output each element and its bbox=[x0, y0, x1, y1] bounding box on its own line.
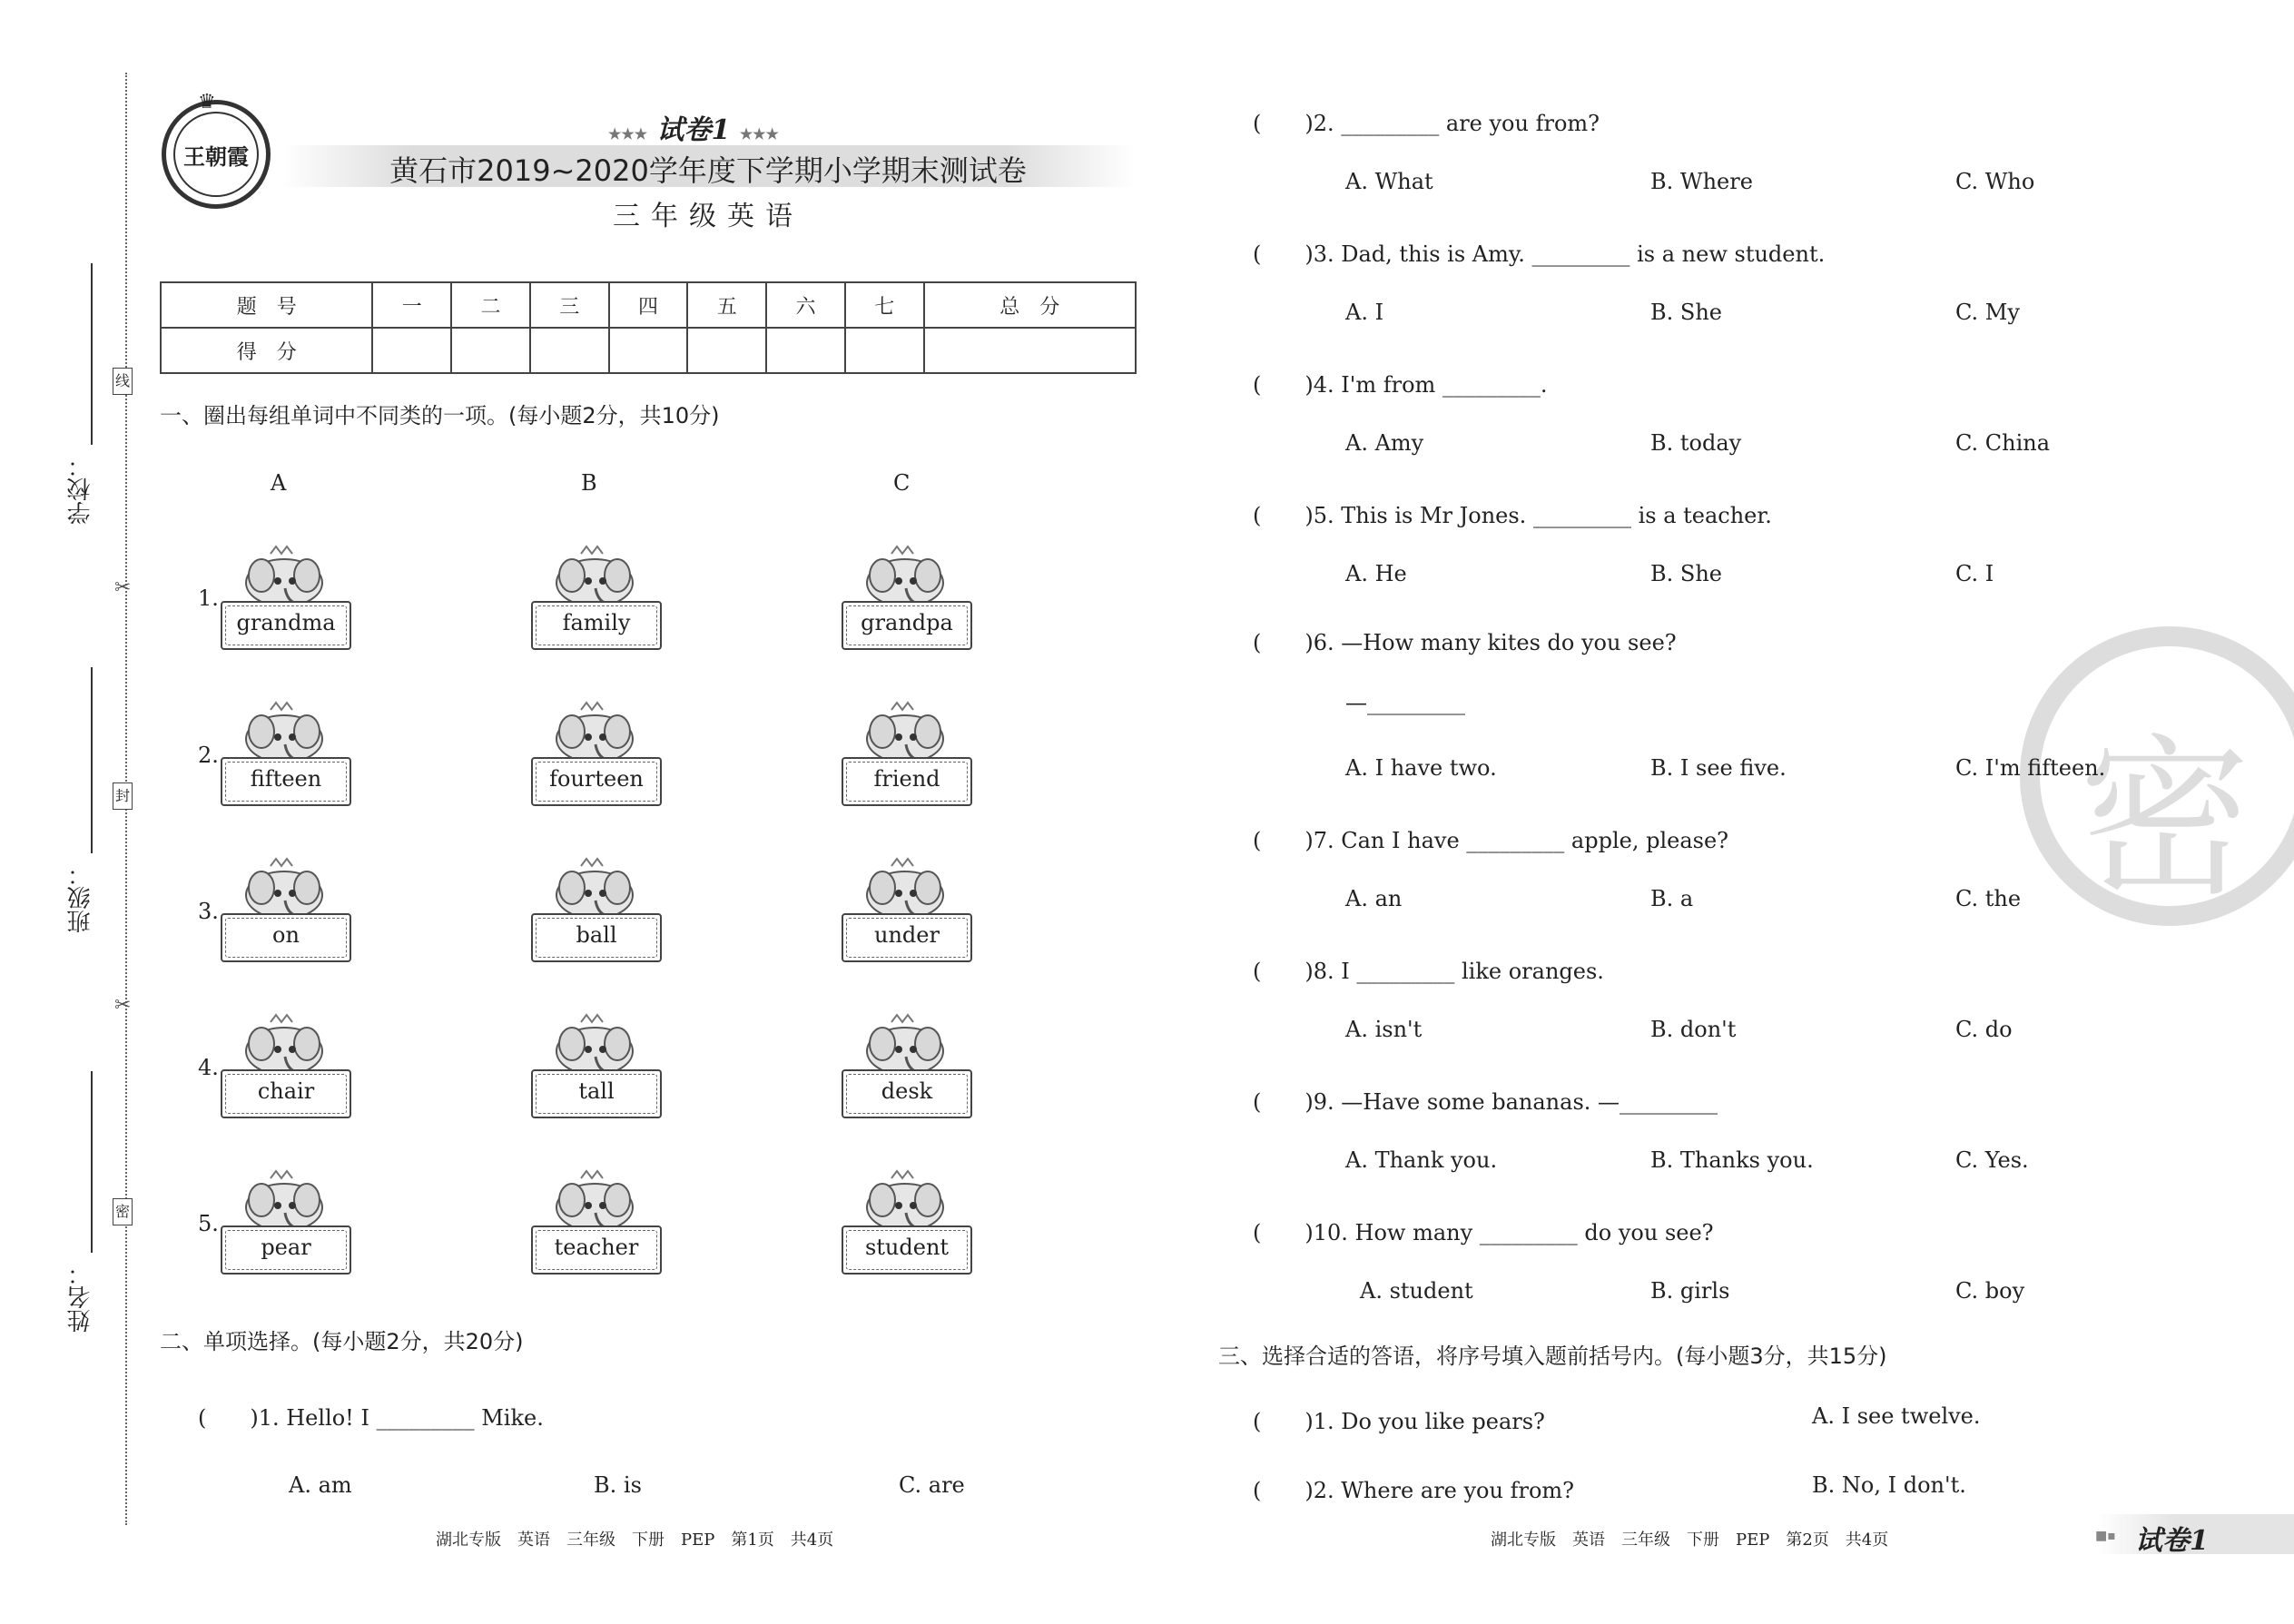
option-b[interactable]: B. is bbox=[594, 1472, 642, 1498]
option-b[interactable]: B. girls bbox=[1650, 1278, 1730, 1304]
elephant-icon bbox=[234, 857, 334, 920]
name-label: 姓名： bbox=[67, 1262, 94, 1333]
question-stem: ( )9. —Have some bananas. —_________ bbox=[1253, 1089, 1718, 1115]
seal-mark-secret: 密 bbox=[113, 1198, 133, 1225]
word-option[interactable]: chair bbox=[221, 1069, 351, 1118]
tag-squares-icon: ■▪ bbox=[2095, 1529, 2116, 1543]
option-b[interactable]: B. don't bbox=[1650, 1017, 1737, 1042]
school-label: 学校： bbox=[67, 454, 94, 525]
question-stem: ( )4. I'm from _________. bbox=[1253, 372, 1548, 398]
class-label: 班级： bbox=[67, 862, 94, 933]
row-number: 2. bbox=[198, 743, 219, 768]
score-input-cell[interactable] bbox=[372, 328, 451, 373]
score-cell: 得 分 bbox=[161, 328, 372, 373]
answer-option[interactable]: B. No, I don't. bbox=[1812, 1472, 1966, 1498]
option-a[interactable]: A. I have two. bbox=[1345, 755, 1497, 781]
option-c[interactable]: C. are bbox=[899, 1472, 965, 1498]
answer-blank[interactable]: —_________ bbox=[1345, 690, 1465, 715]
option-b[interactable]: B. Where bbox=[1650, 169, 1753, 194]
option-b[interactable]: B. a bbox=[1650, 886, 1694, 911]
score-table-header-row bbox=[161, 282, 1136, 328]
question-stem: ( )1. Hello! I _________ Mike. bbox=[198, 1405, 544, 1431]
word-option[interactable]: grandma bbox=[221, 601, 351, 650]
option-b[interactable]: B. Thanks you. bbox=[1650, 1147, 1814, 1173]
elephant-icon bbox=[545, 1169, 645, 1233]
option-c[interactable]: C. Yes. bbox=[1955, 1147, 2029, 1173]
score-input-cell[interactable] bbox=[451, 328, 530, 373]
option-a[interactable]: A. He bbox=[1345, 561, 1407, 586]
elephant-icon bbox=[855, 857, 955, 920]
word-option[interactable]: fourteen bbox=[531, 757, 662, 806]
elephant-icon bbox=[234, 1013, 334, 1077]
word-option[interactable]: student bbox=[842, 1225, 972, 1275]
secret-stamp-char: 密 bbox=[2079, 719, 2252, 920]
word-option[interactable]: on bbox=[221, 913, 351, 962]
scissor-icon: ✂ bbox=[114, 994, 132, 1017]
score-input-cell[interactable] bbox=[924, 328, 1136, 373]
answer-option[interactable]: A. I see twelve. bbox=[1812, 1403, 1981, 1429]
option-c[interactable]: C. I'm fifteen. bbox=[1955, 755, 2106, 781]
option-a[interactable]: A. student bbox=[1360, 1278, 1473, 1304]
page-subtitle: 三年级英语 bbox=[613, 201, 803, 232]
row-number: 4. bbox=[198, 1055, 219, 1080]
footer-left: 湖北专版 英语 三年级 下册 PEP 第1页 共4页 bbox=[436, 1530, 834, 1550]
word-option[interactable]: teacher bbox=[531, 1225, 662, 1275]
option-c[interactable]: C. I bbox=[1955, 561, 1994, 586]
row-number: 3. bbox=[198, 899, 219, 924]
option-c[interactable]: C. My bbox=[1955, 300, 2020, 325]
word-option[interactable]: desk bbox=[842, 1069, 972, 1118]
word-option[interactable]: ball bbox=[531, 913, 662, 962]
elephant-icon bbox=[545, 701, 645, 764]
option-b[interactable]: B. She bbox=[1650, 561, 1722, 586]
scissor-icon: ✂ bbox=[114, 576, 132, 599]
option-a[interactable]: A. an bbox=[1345, 886, 1403, 911]
badge-text: 试卷1 bbox=[656, 114, 731, 146]
row-number: 5. bbox=[198, 1211, 219, 1236]
logo bbox=[162, 100, 271, 209]
badge-stars-right: ★★★ bbox=[739, 125, 779, 143]
score-table bbox=[160, 281, 1137, 374]
score-cell: 一 bbox=[372, 282, 451, 328]
score-cell: 三 bbox=[530, 282, 609, 328]
elephant-icon bbox=[234, 701, 334, 764]
logo-text: 王朝霞 bbox=[183, 143, 249, 170]
option-b[interactable]: B. today bbox=[1650, 430, 1742, 456]
school-field-line[interactable] bbox=[91, 263, 93, 445]
option-a[interactable]: A. I bbox=[1345, 300, 1384, 325]
score-input-cell[interactable] bbox=[609, 328, 688, 373]
option-b[interactable]: B. She bbox=[1650, 300, 1722, 325]
word-option[interactable]: tall bbox=[531, 1069, 662, 1118]
badge-stars-left: ★★★ bbox=[608, 125, 648, 143]
column-label-c: C bbox=[893, 470, 911, 496]
question-stem: ( )3. Dad, this is Amy. _________ is a new student. bbox=[1253, 241, 1826, 267]
option-a[interactable]: A. am bbox=[289, 1472, 352, 1498]
word-option[interactable]: friend bbox=[842, 757, 972, 806]
score-cell: 七 bbox=[845, 282, 924, 328]
crown-icon: ♛ bbox=[198, 91, 216, 113]
question-stem: ( )8. I _________ like oranges. bbox=[1253, 959, 1604, 984]
seal-mark-seal: 封 bbox=[113, 782, 133, 810]
question-stem: ( )2. _________ are you from? bbox=[1253, 111, 1600, 136]
score-cell: 题 号 bbox=[161, 282, 372, 328]
score-table-score-row bbox=[161, 328, 1136, 373]
option-c[interactable]: C. China bbox=[1955, 430, 2051, 456]
score-cell: 二 bbox=[451, 282, 530, 328]
word-option[interactable]: family bbox=[531, 601, 662, 650]
option-b[interactable]: B. I see five. bbox=[1650, 755, 1787, 781]
word-option[interactable]: fifteen bbox=[221, 757, 351, 806]
elephant-icon bbox=[545, 545, 645, 608]
option-a[interactable]: A. What bbox=[1345, 169, 1433, 194]
elephant-icon bbox=[234, 545, 334, 608]
option-a[interactable]: A. Amy bbox=[1345, 430, 1424, 456]
question-stem: ( )6. —How many kites do you see? bbox=[1253, 630, 1677, 655]
name-field-line[interactable] bbox=[91, 1071, 93, 1253]
question-stem: ( )2. Where are you from? bbox=[1253, 1478, 1575, 1503]
question-stem: ( )10. How many _________ do you see? bbox=[1253, 1220, 1714, 1245]
score-cell: 六 bbox=[766, 282, 845, 328]
section3-heading: 三、选择合适的答语，将序号填入题前括号内。(每小题3分，共15分) bbox=[1218, 1343, 1887, 1369]
row-number: 1. bbox=[198, 586, 219, 611]
option-c[interactable]: C. Who bbox=[1955, 169, 2035, 194]
seal-mark-line: 线 bbox=[113, 368, 133, 395]
elephant-icon bbox=[855, 1169, 955, 1233]
elephant-icon bbox=[234, 1169, 334, 1233]
class-field-line[interactable] bbox=[91, 667, 93, 853]
elephant-icon bbox=[545, 857, 645, 920]
word-option[interactable]: grandpa bbox=[842, 601, 972, 650]
page-title: 黄石市2019~2020学年度下学期小学期末测试卷 bbox=[389, 153, 1027, 188]
footer-tag: 试卷1 bbox=[2135, 1525, 2209, 1557]
option-a[interactable]: A. Thank you. bbox=[1345, 1147, 1498, 1173]
score-input-cell[interactable] bbox=[530, 328, 609, 373]
section2-heading: 二、单项选择。(每小题2分，共20分) bbox=[160, 1329, 524, 1354]
option-c[interactable]: C. boy bbox=[1955, 1278, 2025, 1304]
word-option[interactable]: under bbox=[842, 913, 972, 962]
column-label-b: B bbox=[581, 470, 597, 496]
option-c[interactable]: C. the bbox=[1955, 886, 2022, 911]
question-stem: ( )5. This is Mr Jones. _________ is a teacher. bbox=[1253, 503, 1772, 528]
question-stem: ( )1. Do you like pears? bbox=[1253, 1409, 1545, 1434]
elephant-icon bbox=[855, 545, 955, 608]
section1-heading: 一、圈出每组单词中不同类的一项。(每小题2分，共10分) bbox=[160, 403, 720, 428]
word-option[interactable]: pear bbox=[221, 1225, 351, 1275]
question-stem: ( )7. Can I have _________ apple, please? bbox=[1253, 828, 1729, 853]
score-cell: 总 分 bbox=[924, 282, 1136, 328]
elephant-icon bbox=[545, 1013, 645, 1077]
option-a[interactable]: A. isn't bbox=[1345, 1017, 1423, 1042]
score-input-cell[interactable] bbox=[687, 328, 766, 373]
score-input-cell[interactable] bbox=[845, 328, 924, 373]
score-cell: 四 bbox=[609, 282, 688, 328]
elephant-icon bbox=[855, 701, 955, 764]
column-label-a: A bbox=[271, 470, 287, 496]
paper-badge bbox=[608, 107, 779, 147]
score-cell: 五 bbox=[687, 282, 766, 328]
footer-right: 湖北专版 英语 三年级 下册 PEP 第2页 共4页 bbox=[1491, 1530, 1889, 1550]
score-input-cell[interactable] bbox=[766, 328, 845, 373]
elephant-icon bbox=[855, 1013, 955, 1077]
option-c[interactable]: C. do bbox=[1955, 1017, 2013, 1042]
